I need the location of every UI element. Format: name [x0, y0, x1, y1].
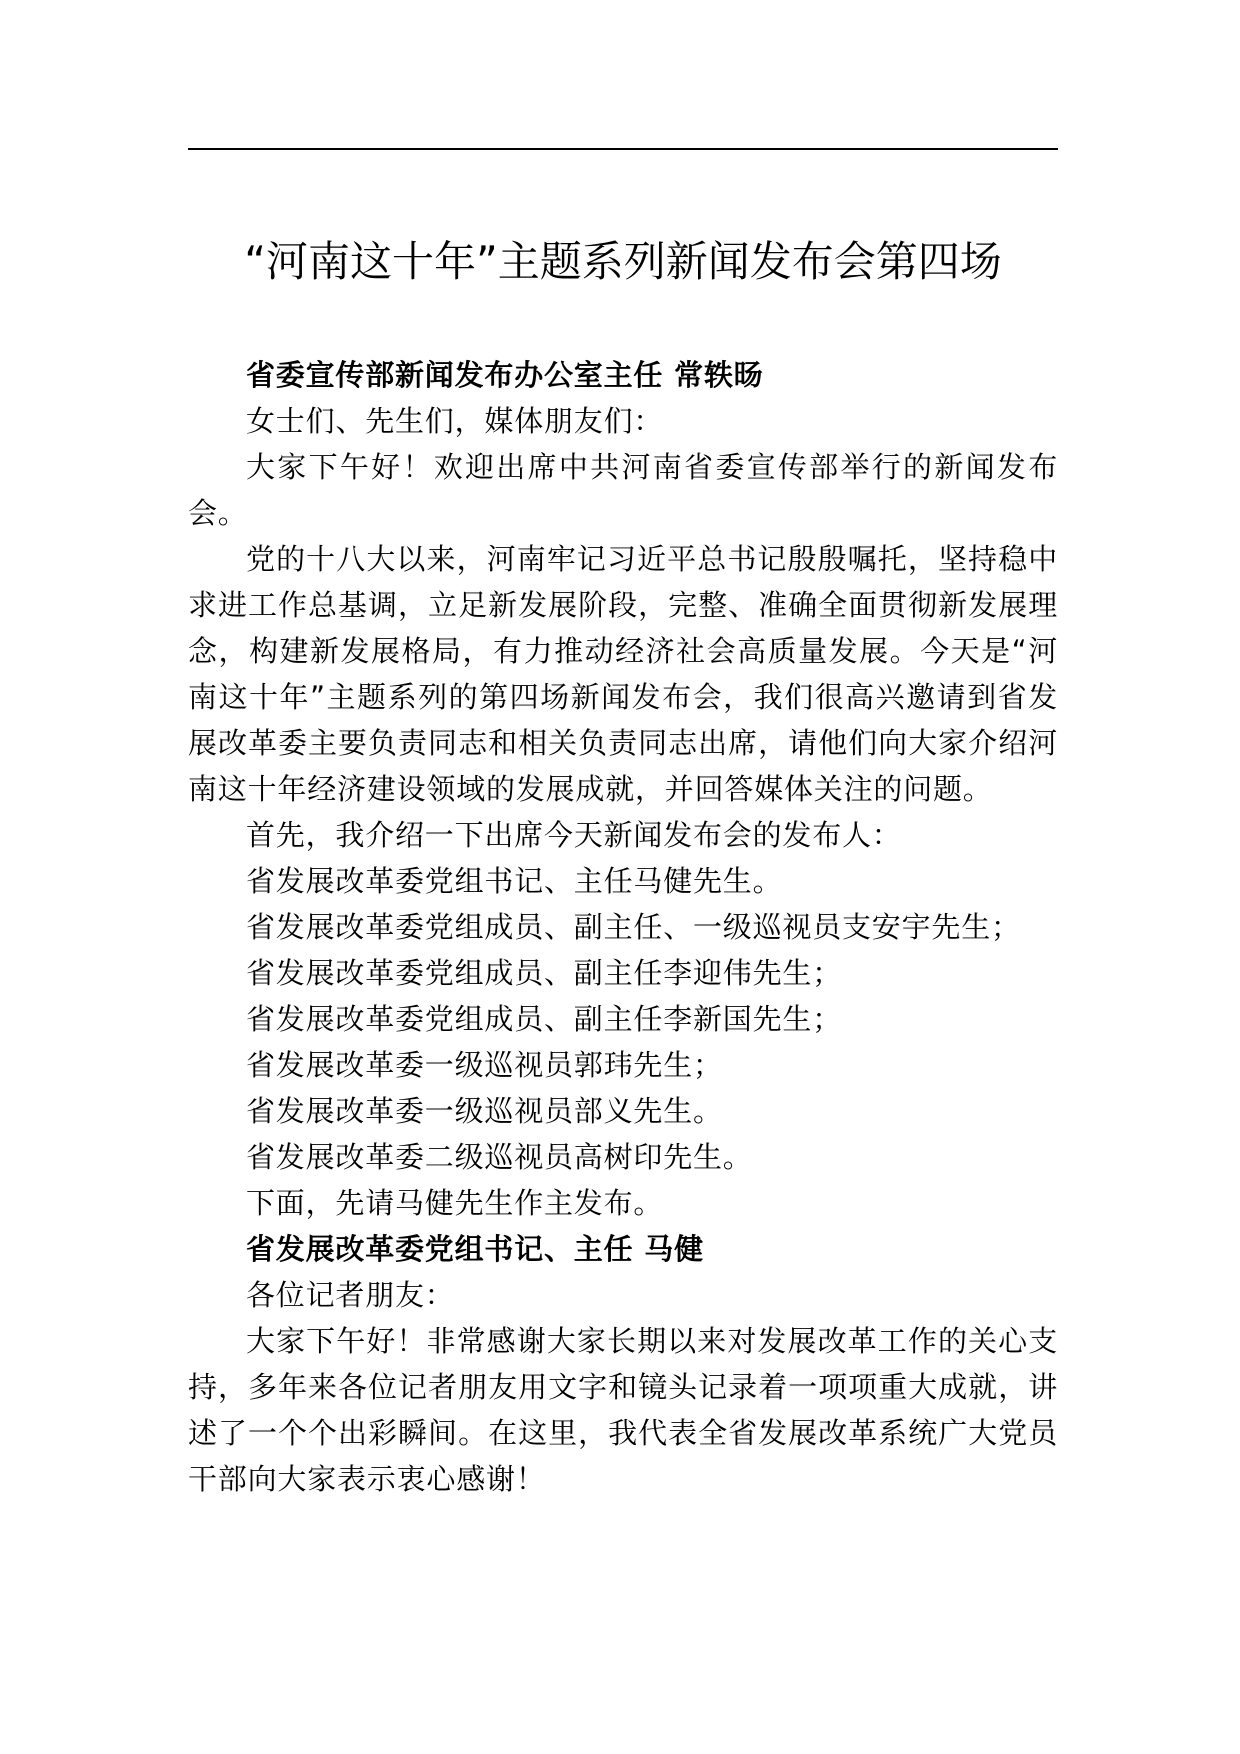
paragraph: 省发展改革委党组成员、副主任李迎伟先生； — [246, 956, 843, 990]
header-rule — [188, 148, 1058, 150]
speaker-heading: 省委宣传部新闻发布办公室主任 常轶旸 — [246, 358, 764, 392]
paragraph: 省发展改革委一级巡视员郭玮先生； — [246, 1048, 723, 1082]
paragraph: 省发展改革委党组成员、副主任、一级巡视员支安宇先生； — [246, 910, 1021, 944]
paragraph: 省发展改革委党组成员、副主任李新国先生； — [246, 1002, 843, 1036]
paragraph: 省发展改革委一级巡视员部义先生。 — [246, 1094, 723, 1128]
paragraph: 大家下午好！非常感谢大家长期以来对发展改革工作的关心支持，多年来各位记者朋友用文字和镜头记录着一项项重大成就，讲述了一个个出彩瞬间。在这里，我代表全省发展改革系统广大党员干部向大家表示衷心感谢！ — [188, 1324, 1058, 1496]
paragraph: 党的十八大以来，河南牢记习近平总书记殷殷嘱托，坚持稳中求进工作总基调，立足新发展阶段，完整、准确全面贯彻新发展理念，构建新发展格局，有力推动经济社会高质量发展。今天是“河南这十年”主题系列的第四场新闻发布会，我们很高兴邀请到省发展改革委主要负责同志和相关负责同志出席，请他们向大家介绍河南这十年经济建设领域的发展成就，并回答媒体关注的问题。 — [188, 542, 1058, 806]
paragraph: 女士们、先生们，媒体朋友们： — [246, 404, 664, 438]
speaker-heading: 省发展改革委党组书记、主任 马健 — [246, 1232, 704, 1266]
paragraph: 各位记者朋友： — [246, 1278, 455, 1312]
paragraph: 大家下午好！欢迎出席中共河南省委宣传部举行的新闻发布会。 — [188, 450, 1058, 530]
document-title: “河南这十年”主题系列新闻发布会第四场 — [244, 237, 1002, 286]
paragraph: 省发展改革委二级巡视员高树印先生。 — [246, 1140, 753, 1174]
paragraph: 首先，我介绍一下出席今天新闻发布会的发布人： — [246, 818, 902, 852]
paragraph: 省发展改革委党组书记、主任马健先生。 — [246, 864, 783, 898]
paragraph: 下面，先请马健先生作主发布。 — [246, 1186, 664, 1220]
document-body — [188, 352, 1058, 1502]
